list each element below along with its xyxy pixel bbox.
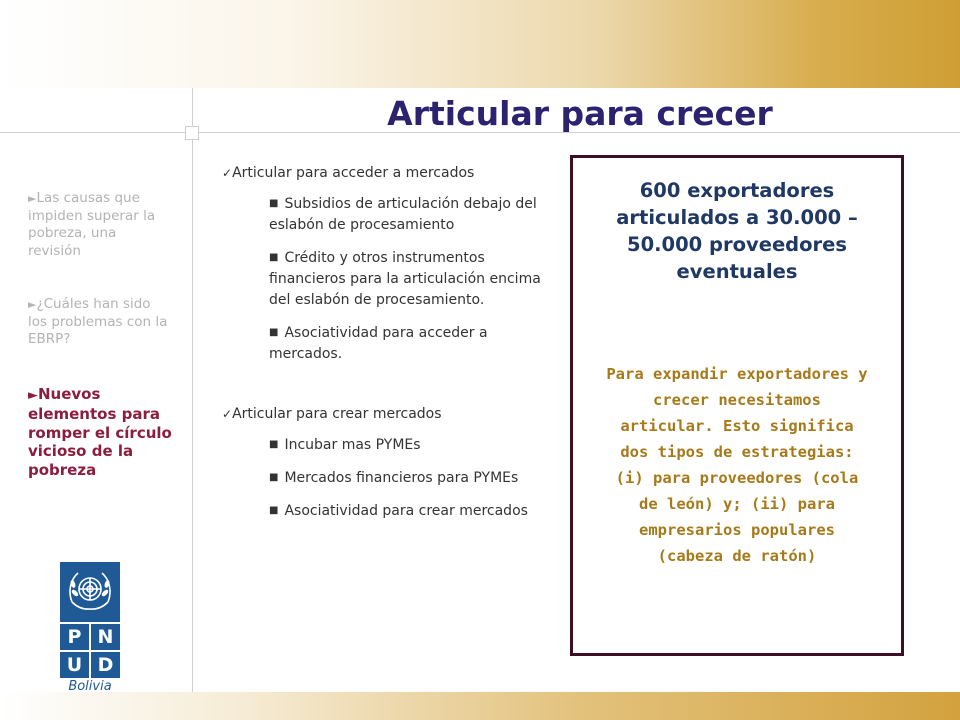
list-item-text: Asociatividad para acceder a mercados. <box>269 325 488 362</box>
list-item <box>269 193 562 236</box>
vertical-divider <box>192 88 193 692</box>
arrow-right-icon: ► <box>28 387 38 403</box>
logo-letter-n: N <box>91 624 120 650</box>
sidebar-item-label: ¿Cuáles han sido los problemas con la EBRP? <box>28 296 168 347</box>
section-heading <box>222 404 562 424</box>
sidebar-item-label: Las causas que impiden superar la pobreza, una revisión <box>28 190 156 259</box>
divider-corner-square <box>185 126 199 140</box>
list-item-text: Subsidios de articulación debajo del eslabón de procesamiento <box>269 196 537 233</box>
section-spacer <box>222 376 562 404</box>
sidebar-nav <box>28 190 173 515</box>
sidebar-item-causas[interactable] <box>28 190 173 260</box>
un-emblem-icon <box>60 562 120 622</box>
bullet-content <box>222 163 562 533</box>
list-item-text: Asociatividad para crear mercados <box>284 503 528 519</box>
logo-letter-p: P <box>60 624 89 650</box>
logo-letter-d: D <box>91 652 120 678</box>
pnud-logo <box>60 562 120 692</box>
list-item <box>269 434 562 456</box>
arrow-right-icon: ► <box>28 192 37 205</box>
list-item <box>269 247 562 311</box>
logo-country-label: Bolivia <box>68 679 112 694</box>
section-heading-text: Articular para acceder a mercados <box>232 165 475 181</box>
sidebar-item-problemas[interactable] <box>28 296 173 349</box>
list-item-text: Crédito y otros instrumentos financieros para la articulación encima del eslabón de procesamiento. <box>269 250 541 308</box>
checkmark-icon: ✓ <box>222 166 233 180</box>
square-bullet-icon: ■ <box>269 439 279 450</box>
section-heading-text: Articular para crear mercados <box>232 406 442 422</box>
logo-letter-u: U <box>60 652 89 678</box>
square-bullet-icon: ■ <box>269 327 279 338</box>
square-bullet-icon: ■ <box>269 505 279 516</box>
section-heading <box>222 163 562 183</box>
arrow-right-icon: ► <box>28 298 37 311</box>
square-bullet-icon: ■ <box>269 252 279 263</box>
footer-gradient-band <box>0 692 960 720</box>
slide-title: Articular para crecer <box>387 94 773 133</box>
list-item-text: Mercados financieros para PYMEs <box>284 470 519 486</box>
sidebar-item-label: Nuevos elementos para romper el círculo vicioso de la pobreza <box>28 384 172 479</box>
checkmark-icon: ✓ <box>222 407 233 421</box>
list-item <box>269 500 562 522</box>
callout-headline: 600 exportadores articulados a 30.000 – 50.000 proveedores eventuales <box>616 179 858 283</box>
list-item-text: Incubar mas PYMEs <box>284 437 421 453</box>
header-gradient-band <box>0 0 960 88</box>
list-item <box>269 467 562 489</box>
square-bullet-icon: ■ <box>269 198 279 209</box>
callout-box <box>570 155 904 656</box>
square-bullet-icon: ■ <box>269 472 279 483</box>
logo-letter-grid <box>60 624 120 678</box>
list-item <box>269 322 562 365</box>
callout-body-text: Para expandir exportadores y crecer necesitamos articular. Esto significa dos tipos de estrategias: (i) para proveedores (cola de león) y; (ii) para empresarios populares (cabeza de ratón) <box>606 365 868 565</box>
sidebar-item-nuevos-elementos[interactable] <box>28 385 173 480</box>
